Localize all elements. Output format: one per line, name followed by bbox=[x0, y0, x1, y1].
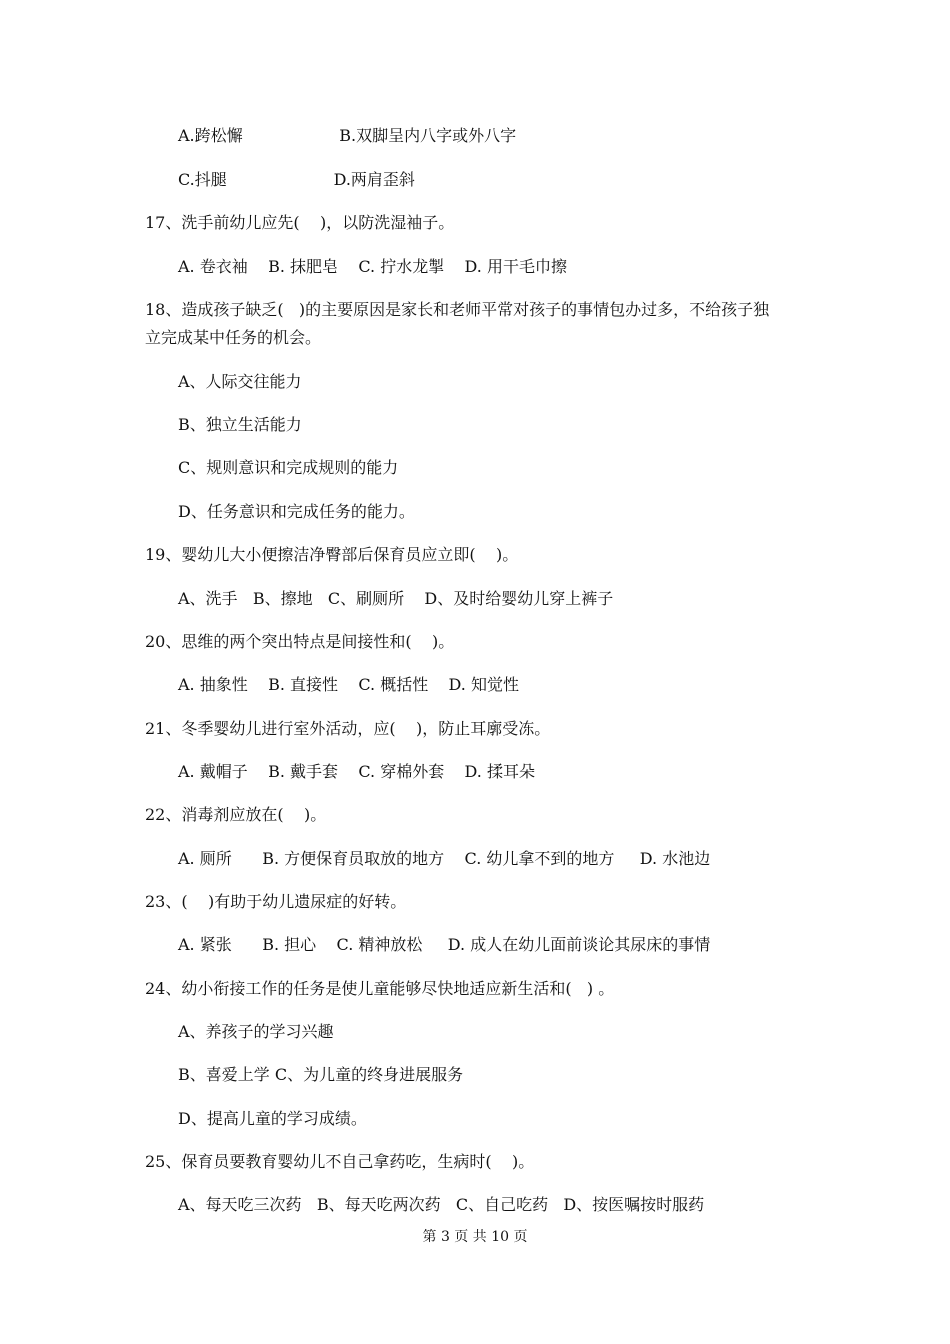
q20-options: A. 抽象性 B. 直接性 C. 概括性 D. 知觉性 bbox=[178, 675, 519, 694]
question-19: 19、婴幼儿大小便擦洁净臀部后保育员应立即( )。 bbox=[145, 545, 519, 564]
q19-options: A、洗手 B、擦地 C、刷厕所 D、及时给婴幼儿穿上裤子 bbox=[178, 589, 614, 608]
q18-option-d: D、任务意识和完成任务的能力。 bbox=[178, 502, 415, 521]
q18-option-b: B、独立生活能力 bbox=[178, 415, 302, 434]
q23-options: A. 紧张 B. 担心 C. 精神放松 D. 成人在幼儿面前谈论其尿床的事情 bbox=[178, 935, 711, 954]
q22-options: A. 厕所 B. 方便保育员取放的地方 C. 幼儿拿不到的地方 D. 水池边 bbox=[178, 849, 711, 868]
question-18: 18、造成孩子缺乏( )的主要原因是家长和老师平常对孩子的事情包办过多，不给孩子独 bbox=[145, 300, 770, 319]
q24-option-a: A、养孩子的学习兴趣 bbox=[178, 1022, 334, 1041]
question-22: 22、消毒剂应放在( )。 bbox=[145, 805, 327, 824]
page-footer: 第 3 页 共 10 页 bbox=[422, 1229, 528, 1245]
q18-option-c: C、规则意识和完成规则的能力 bbox=[178, 458, 399, 477]
question-18-cont: 立完成某中任务的机会。 bbox=[145, 328, 322, 347]
question-24: 24、幼小衔接工作的任务是使儿童能够尽快地适应新生活和( ) 。 bbox=[145, 979, 615, 998]
q16-options-cd: C.抖腿 D.两肩歪斜 bbox=[178, 170, 415, 189]
q24-option-bc: B、喜爱上学 C、为儿童的终身进展服务 bbox=[178, 1065, 464, 1084]
question-21: 21、冬季婴幼儿进行室外活动，应( )，防止耳廓受冻。 bbox=[145, 719, 551, 738]
question-17: 17、洗手前幼儿应先( )，以防洗湿袖子。 bbox=[145, 213, 455, 232]
q25-options: A、每天吃三次药 B、每天吃两次药 C、自己吃药 D、按医嘱按时服药 bbox=[178, 1195, 705, 1214]
question-23: 23、( )有助于幼儿遗尿症的好转。 bbox=[145, 892, 407, 911]
q21-options: A. 戴帽子 B. 戴手套 C. 穿棉外套 D. 揉耳朵 bbox=[178, 762, 535, 781]
q17-options: A. 卷衣袖 B. 抹肥皂 C. 拧水龙掣 D. 用干毛巾擦 bbox=[178, 257, 567, 276]
question-25: 25、保育员要教育婴幼儿不自己拿药吃，生病时( )。 bbox=[145, 1152, 535, 1171]
question-20: 20、思维的两个突出特点是间接性和( )。 bbox=[145, 632, 455, 651]
q16-options-ab: A.跨松懈 B.双脚呈内八字或外八字 bbox=[178, 126, 517, 145]
q18-option-a: A、人际交往能力 bbox=[178, 372, 302, 391]
q24-option-d: D、提高儿童的学习成绩。 bbox=[178, 1109, 367, 1128]
